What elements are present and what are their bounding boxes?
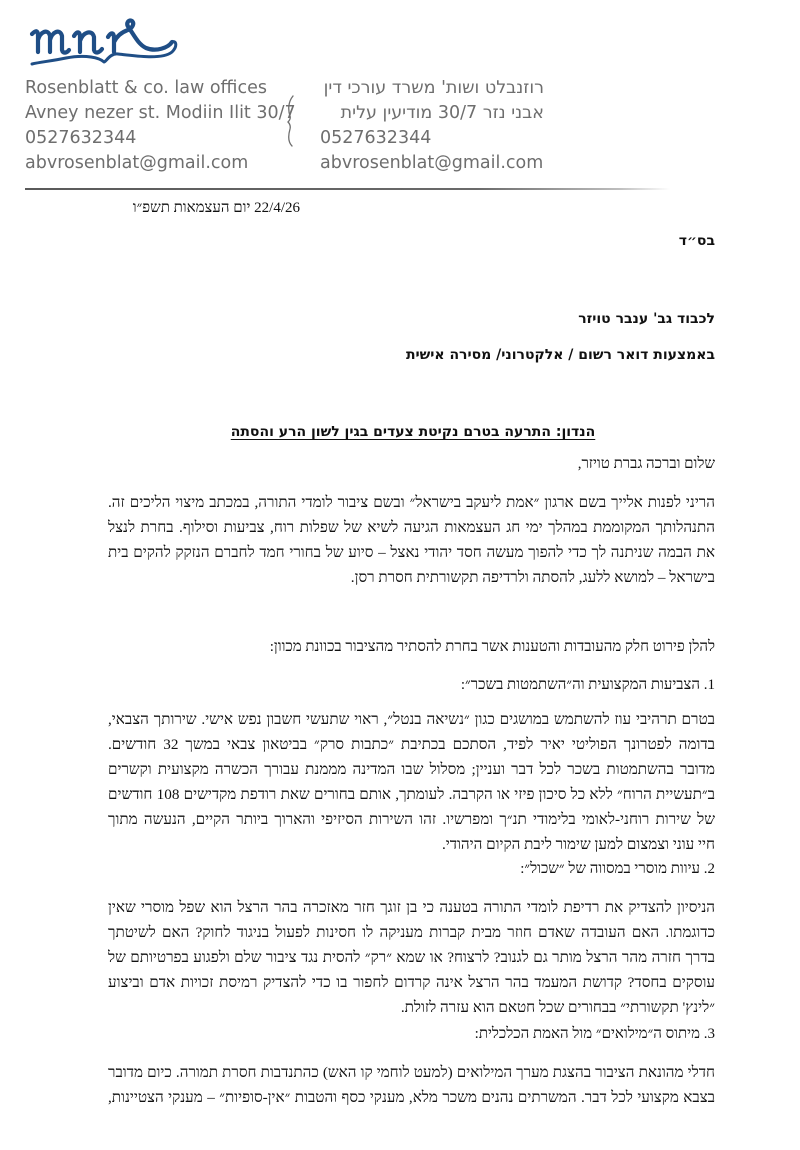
paragraph-line: ״לינץ' תקשורתי״ בבחורים שכל חטאם הוא עזרה לזולת. xyxy=(400,999,715,1016)
paragraph-line: בצבא מקצועי לכל דבר. המשרתים נהנים משכר מלא, מענקי כסף והטבות ״אין-סופיות״ – מענקי הצטיינות, xyxy=(108,1089,715,1106)
section-heading-2: 2. עיוות מוסרי במסווה של ״שכול״: xyxy=(520,861,715,877)
paragraph-intro xyxy=(108,490,715,590)
address-he: אבני נזר 30/7 מודיעין עלית xyxy=(340,103,544,123)
list-intro: להלן פירוט חלק מהעובדות והטענות אשר בחרת להסתיר מהציבור בכוונת מכוון: xyxy=(269,639,715,655)
paragraph-line: חיי עוני וצמצום למען שימור ליבת הקיום היהודי. xyxy=(441,836,715,853)
brace-divider xyxy=(284,94,298,148)
section-heading-1: 1. הצביעות המקצועית וה״השתמטות בשכר״: xyxy=(460,677,715,693)
paragraph-line: את הבמה שניתנה לך כדי להפוך מעשה חסד יהודי נאצל – סיוע של בחורי חמד לחברם הנזקק להקים בית xyxy=(108,544,715,561)
section-heading-3: 3. מיתוס ה״מילואים״ מול האמת הכלכלית: xyxy=(474,1026,715,1042)
addressee: לכבוד גב' ענבר טויזר xyxy=(578,311,715,327)
mnr-logo xyxy=(26,10,196,72)
phone-en: 0527632344 xyxy=(25,128,137,148)
firm-name-he: רוזנבלט ושות' משרד עורכי דין xyxy=(323,78,544,98)
bsd-mark: בס״ד xyxy=(678,233,715,249)
english-contact-block xyxy=(25,76,296,176)
paragraph-line: הניסיון להצדיק את רדיפת לומדי התורה בטענה כי בן זוגך חזר מאזכרה בהר הרצל הוא שפל מוסרי שאין xyxy=(108,899,715,916)
paragraph-section-1 xyxy=(108,707,715,857)
header-divider xyxy=(25,188,670,190)
paragraph-section-2 xyxy=(108,895,715,1020)
greeting: שלום וברכה גברת טויזר, xyxy=(577,456,715,472)
phone-he: 0527632344 xyxy=(320,128,432,148)
paragraph-line: ב״תעשיית הרוח״ ללא כל סיכון פיזי או הקרבה. לעומתך, אותם בחורים שאת רודפת מקדישים 108 חודשים xyxy=(108,786,715,803)
paragraph-line: מדובר בהשתמטות בשכר לכל דבר ועניין; מסלול שבו המדינה מממנת עבורך הכשרה מקצועית וקשרים xyxy=(108,761,715,778)
paragraph-line: כדוגמתו. האם העובדה שאדם חוזר מבית קברות מעניקה לו חסינות לפעול בניגוד לחוק? האם לשיטתך xyxy=(108,924,715,941)
letter-date: 22/4/26 יום העצמאות תשפ״ו xyxy=(132,200,300,216)
subject-line xyxy=(150,424,676,440)
paragraph-line: התנהלותך המקוממת במהלך ימי חג העצמאות הגיעה לשיא של שפלות רוח, צביעות וסילוף. בחרת לנצל xyxy=(108,519,715,536)
email-en: abvrosenblat@gmail.com xyxy=(25,153,249,173)
paragraph-line: בדומה לפטרונך הפוליטי יאיר לפיד, הסתכם בכתיבת ״כתבות סרק״ בביטאון צבאי במשך 32 חודשים. xyxy=(108,736,715,753)
paragraph-line: של שירות רוחני-לאומי בלימודי תנ״ך ומפרשיו. זהו השירות הסיזיפי והארוך ביותר הקיים, הנעשה מתוך xyxy=(108,811,715,828)
hebrew-contact-block xyxy=(320,76,544,176)
paragraph-line: הריני לפנות אלייך בשם ארגון ״אמת ליעקב בישראל״ ובשם ציבור לומדי התורה, במכתב מיצוי הליכים זה. xyxy=(108,494,715,511)
paragraph-line: בטרם תרהיבי עוז להשתמש במושגים כגון ״נשיאה בנטל״, ראוי שתעשי חשבון נפש אישי. שירותך הצבאי, xyxy=(108,711,715,728)
address-en: Avney nezer st. Modiin Ilit 30/7 xyxy=(25,103,296,123)
delivery-method: באמצעות דואר רשום / אלקטרוני/ מסירה אישית xyxy=(405,347,715,363)
firm-name-en: Rosenblatt & co. law offices xyxy=(25,78,267,98)
paragraph-line: עוסקים בחסד? קדושת המעמד בהר הרצל אינה קרדום לחפור בו כדי להצדיק רמיסת זכויות אדם וביצוע xyxy=(108,974,715,991)
paragraph-line: בישראל – למושא ללעג, להסתה ולרדיפה תקשורתית חסרת רסן. xyxy=(350,569,715,586)
paragraph-line: חדלי מהונאת הציבור בהצגת מערך המילואים (למעט לוחמי קו האש) כהתנדבות חסרת תמורה. כיום מדובר xyxy=(108,1064,715,1081)
subject-text: הנדון: התרעה בטרם נקיטת צעדים בגין לשון הרע והסתה xyxy=(230,424,596,440)
paragraph-section-3 xyxy=(108,1060,715,1110)
paragraph-line: בדרך חזרה מהר הרצל מותר גם לגנוב? לרצוח? או שמא ״רק״ להסית נגד ציבור שלם ולפגוע בפרטיותם של xyxy=(108,949,715,966)
email-he: abvrosenblat@gmail.com xyxy=(320,153,544,173)
